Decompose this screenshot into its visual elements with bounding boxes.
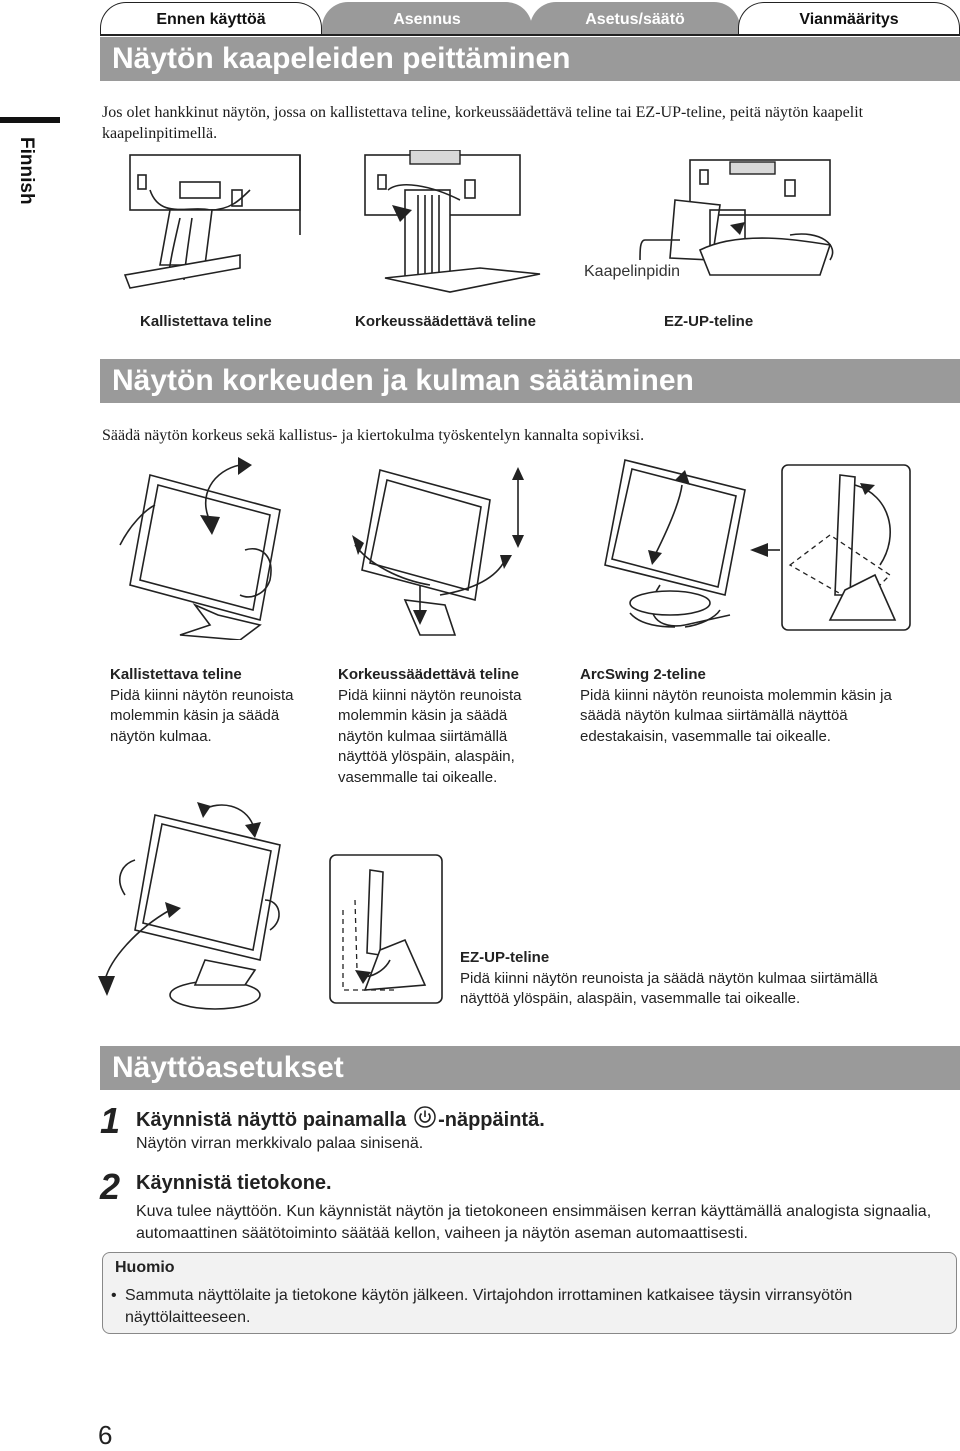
page-number: 6 [98,1420,113,1450]
tab-before-use[interactable] [100,2,322,36]
power-icon [414,1106,436,1134]
side-marker [0,117,60,123]
tilt-stand-illustration [125,155,300,288]
height-stand-illustration [365,150,540,292]
cable-holder-illustrations [100,150,960,310]
adjust-ezup-description [460,948,930,1010]
tab-installation[interactable] [322,2,532,36]
tab-label: Ennen käyttöä [156,10,266,28]
adjustment-illustrations [100,455,960,640]
section-title-adjust: Näytön korkeuden ja kulman säätäminen [100,359,960,403]
cable-holder-label: Kaapelinpidin [584,263,681,280]
cables-intro: Jos olet hankkinut näytön, jossa on kallistettava teline, korkeussäädettävä teline tai EZ-UP-teline, peitä näytön kaapelit kaapelinpitimellä. [102,104,864,142]
step-number-2: 2 [100,1166,121,1207]
note-box [102,1252,957,1334]
step-heading-2: Käynnistä tietokone. [136,1172,332,1194]
adjust-ezup-title: EZ-UP-teline [460,949,550,966]
side-language-label: Finnish [16,137,37,205]
bullet-icon: • [111,1287,117,1304]
ezup-adjustment-illustration [95,800,455,1015]
adjust-arcswing-text: Pidä kiinni näytön reunoista molemmin käsin ja säädä näytön kulmaa siirtämällä näyttöä edestakaisin, vasemmalle tai oikealle. [580,686,892,745]
tab-label: Vianmääritys [799,10,899,28]
tab-label: Asennus [393,10,461,28]
adjust-height-title: Korkeussäädettävä teline [338,666,519,683]
tilt-monitor-illustration [120,457,280,640]
caption-tilt-stand: Kallistettava teline [140,313,272,330]
note-title: Huomio [115,1259,175,1276]
height-monitor-illustration [352,467,524,635]
note-text: Sammuta näyttölaite ja tietokone käytön jälkeen. Virtajohdon irrottaminen katkaisee täysin virransyötön näyttölaitteeseen. [125,1287,853,1326]
adjust-intro: Säädä näytön korkeus sekä kallistus- ja kiertokulma työskentelyn kannalta sopiviksi. [102,427,645,444]
step-number-1: 1 [100,1100,121,1141]
ezup-stand-illustration [670,160,833,275]
step-text-2: Kuva tulee näyttöön. Kun käynnistät näytön ja tietokoneen ensimmäisen kerran käyttämällä analogista signaalia, automaattinen säätötoiminto säätää kellon, vaiheen ja näytön aseman automaattisesti. [136,1203,932,1242]
step-heading-1-text: Käynnistä näyttö painamalla [136,1108,407,1131]
note-item [111,1285,946,1329]
section-title-cables: Näytön kaapeleiden peittäminen [100,37,960,81]
caption-height-stand: Korkeussäädettävä teline [355,313,536,330]
adjust-height-text: Pidä kiinni näytön reunoista molemmin käsin ja säädä näytön kulmaa siirtämällä näyttöä ylöspäin, alaspäin, vasemmalle tai oikealle. [338,686,522,786]
tab-settings[interactable] [530,2,740,36]
adjust-arcswing-description [580,665,930,747]
step-text-1: Näytön virran merkkivalo palaa sinisenä. [136,1135,424,1152]
adjust-tilt-text: Pidä kiinni näytön reunoista molemmin käsin ja säädä näytön kulmaa. [110,686,294,745]
step-heading-1-suffix: -näppäintä. [438,1108,545,1131]
arcswing-side-view-illustration [750,465,910,630]
adjust-tilt-title: Kallistettava teline [110,666,242,683]
step-heading-1 [136,1106,545,1134]
tab-troubleshooting[interactable] [738,2,960,36]
adjust-ezup-text: Pidä kiinni näytön reunoista ja säädä näytön kulmaa siirtämällä näyttöä ylöspäin, alaspäin, vasemmalle tai oikealle. [460,969,878,1007]
adjust-tilt-description [110,665,315,747]
ezup-side-view-illustration [330,855,442,1003]
adjust-arcswing-title: ArcSwing 2-teline [580,666,706,683]
tab-divider [100,34,960,36]
section-title-settings: Näyttöasetukset [100,1046,960,1090]
caption-ezup-stand: EZ-UP-teline [664,313,754,330]
tab-label: Asetus/säätö [585,10,685,28]
adjust-height-description [338,665,548,788]
ezup-monitor-illustration [98,802,280,1009]
arcswing-monitor-illustration [605,460,745,627]
